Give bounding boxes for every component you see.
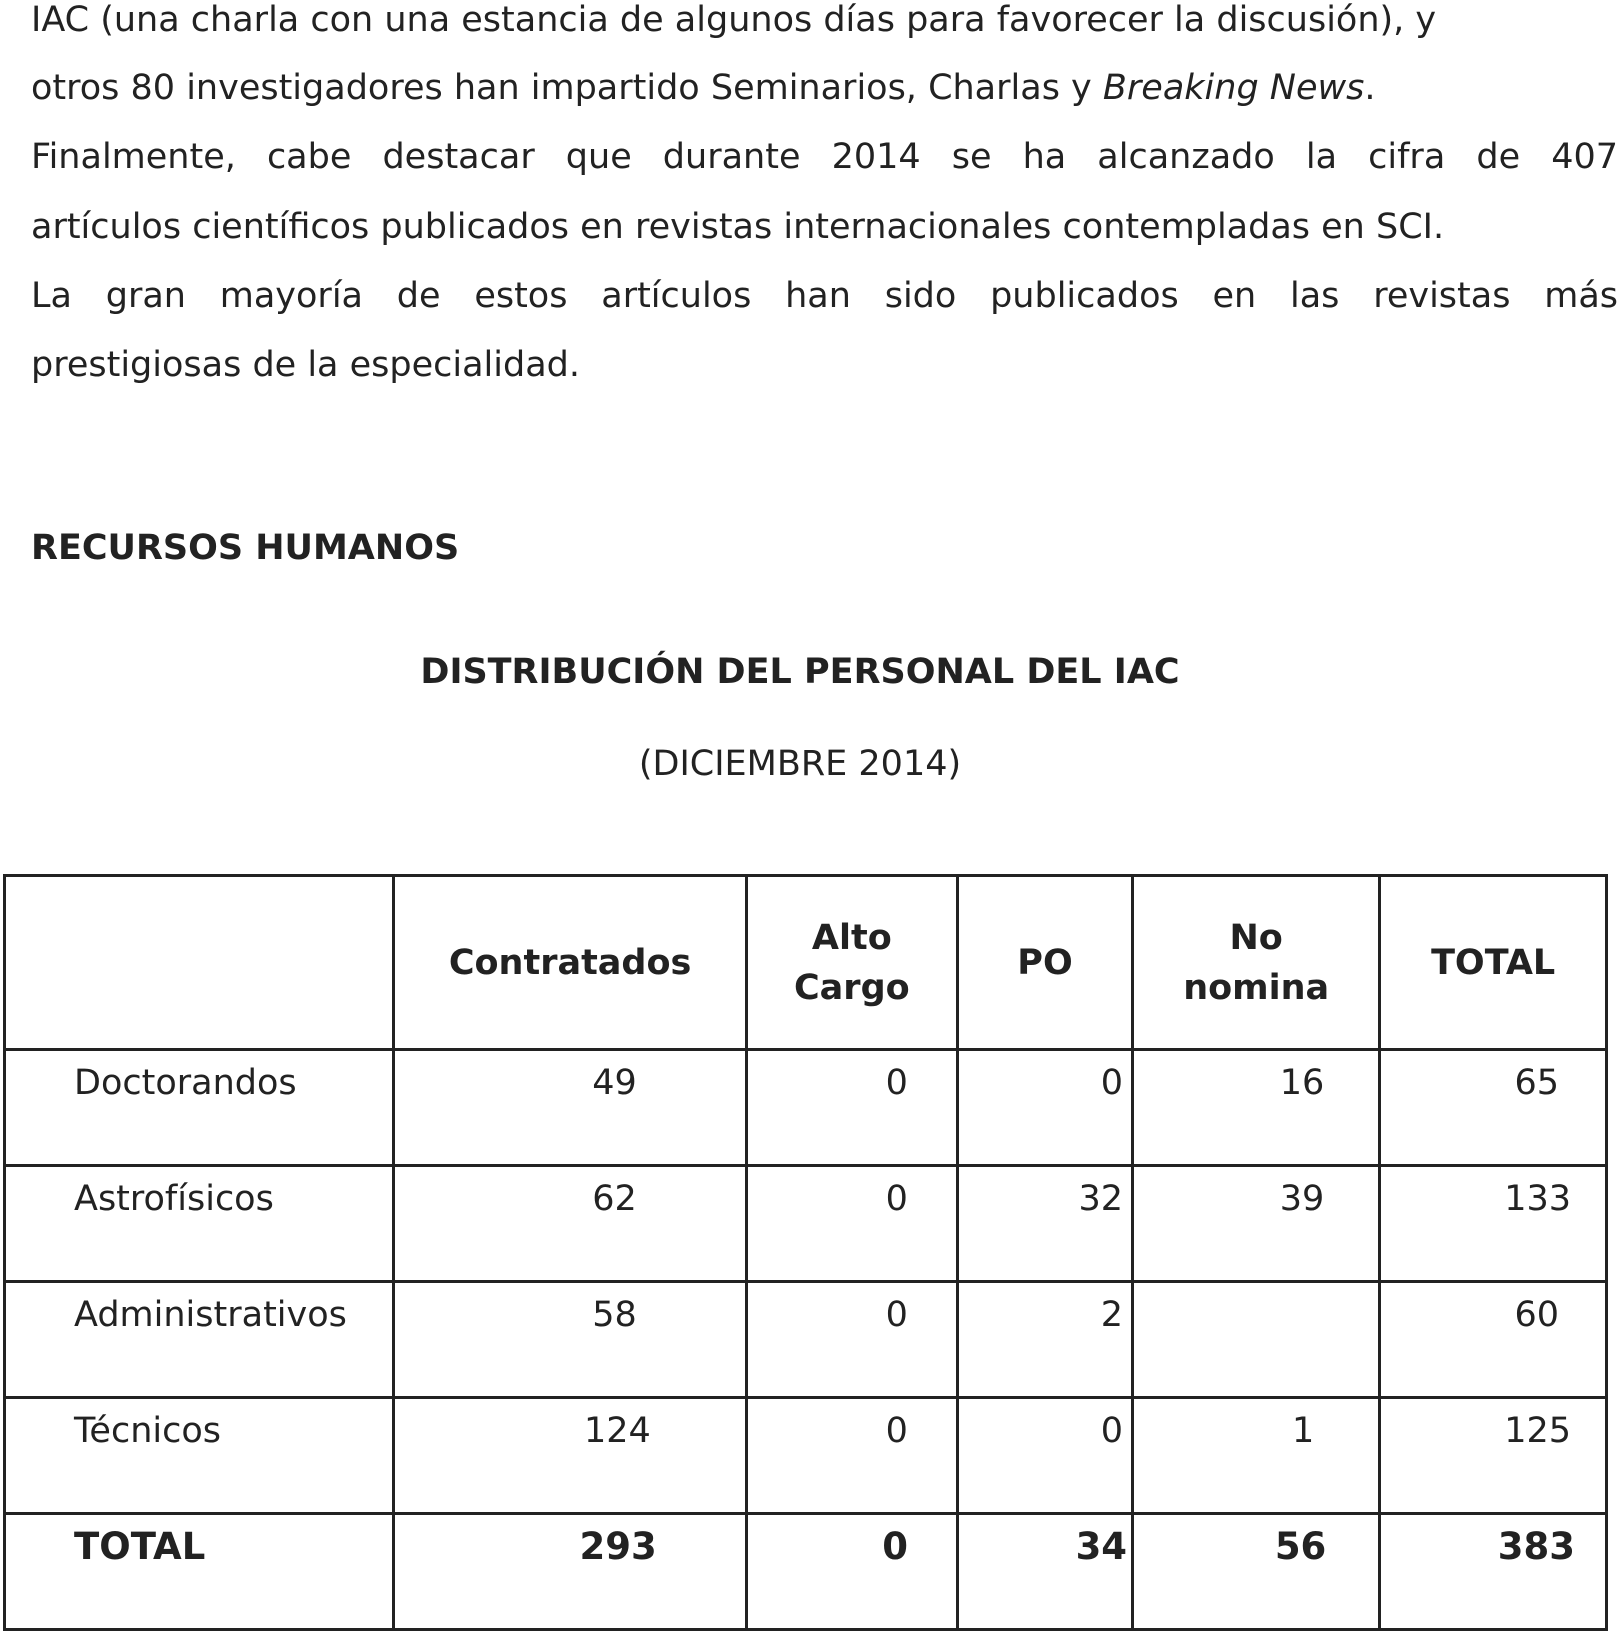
row-label: Doctorandos (5, 1050, 394, 1166)
table-cell: 60 (1380, 1282, 1607, 1398)
paragraph-line (31, 68, 1376, 108)
paragraph-line: La gran mayoría de estos artículos han sido publicados en las revistas más (31, 276, 1618, 316)
table-cell: 62 (394, 1166, 746, 1282)
header-cell: Contratados (394, 876, 746, 1050)
table-row (5, 1282, 1607, 1398)
table-cell: 32 (957, 1166, 1132, 1282)
table-header-row (5, 876, 1607, 1050)
table-row (5, 1166, 1607, 1282)
table-cell: 383 (1380, 1514, 1607, 1630)
paragraph-text: otros 80 investigadores han impartido Seminarios, Charlas y (31, 68, 1103, 108)
row-label: TOTAL (5, 1514, 394, 1630)
table-cell: 293 (394, 1514, 746, 1630)
table-cell: 0 (746, 1398, 957, 1514)
paragraph-line: prestigiosas de la especialidad. (31, 345, 581, 385)
italic-term: Breaking News (1102, 68, 1365, 108)
staff-distribution-table (3, 874, 1608, 1631)
paragraph-line: artículos científicos publicados en revistas internacionales contempladas en SCI. (31, 207, 1445, 247)
table-cell: 39 (1133, 1166, 1380, 1282)
header-cell: No nomina (1133, 876, 1380, 1050)
table-title: DISTRIBUCIÓN DEL PERSONAL DEL IAC (420, 652, 1180, 692)
table-cell: 0 (746, 1050, 957, 1166)
header-cell: TOTAL (1380, 876, 1607, 1050)
table-cell: 0 (746, 1514, 957, 1630)
section-heading: RECURSOS HUMANOS (31, 528, 460, 568)
paragraph-line: IAC (una charla con una estancia de algunos días para favorecer la discusión), y (31, 0, 1437, 40)
row-label: Administrativos (5, 1282, 394, 1398)
table-cell (1133, 1282, 1380, 1398)
table-cell: 1 (1133, 1398, 1380, 1514)
table-cell: 58 (394, 1282, 746, 1398)
table-cell: 0 (957, 1050, 1132, 1166)
paragraph-line: Finalmente, cabe destacar que durante 2014 se ha alcanzado la cifra de 407 (31, 137, 1618, 177)
table-cell: 133 (1380, 1166, 1607, 1282)
table-cell: 125 (1380, 1398, 1607, 1514)
table-row (5, 1398, 1607, 1514)
table-cell: 0 (746, 1282, 957, 1398)
table-subtitle: (DICIEMBRE 2014) (638, 744, 962, 784)
header-cell: Alto Cargo (746, 876, 957, 1050)
paragraph-text: . (1364, 68, 1376, 108)
header-cell: PO (957, 876, 1132, 1050)
row-label: Técnicos (5, 1398, 394, 1514)
table-cell: 2 (957, 1282, 1132, 1398)
table-cell: 56 (1133, 1514, 1380, 1630)
table-cell: 49 (394, 1050, 746, 1166)
header-cell (5, 876, 394, 1050)
table-cell: 0 (957, 1398, 1132, 1514)
table-cell: 0 (746, 1166, 957, 1282)
table-cell: 124 (394, 1398, 746, 1514)
table-total-row (5, 1514, 1607, 1630)
table-row (5, 1050, 1607, 1166)
row-label: Astrofísicos (5, 1166, 394, 1282)
table-cell: 65 (1380, 1050, 1607, 1166)
table-cell: 16 (1133, 1050, 1380, 1166)
table-cell: 34 (957, 1514, 1132, 1630)
